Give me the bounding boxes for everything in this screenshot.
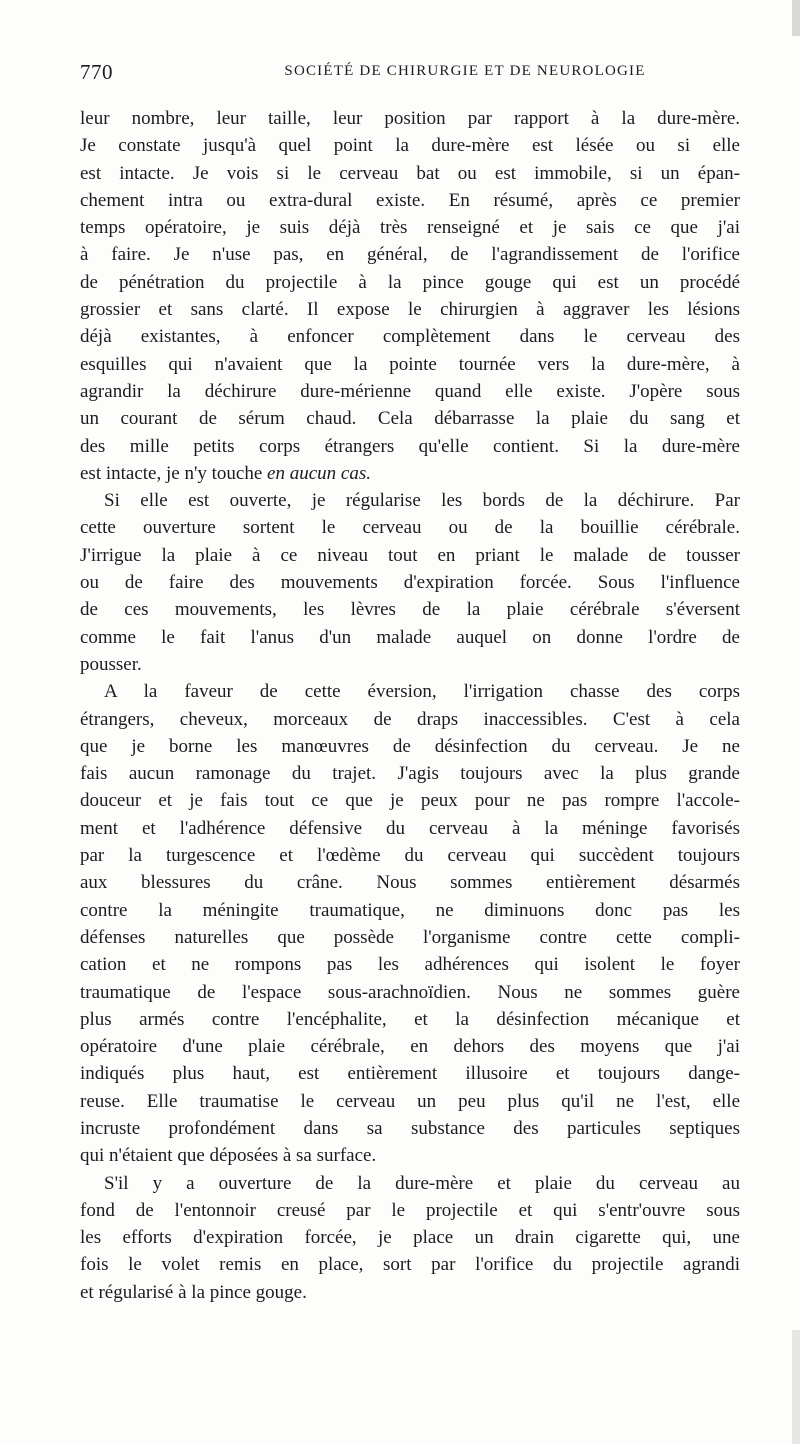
text-line: de pénétration du projectile à la pince gouge qui est un procédé <box>80 271 740 293</box>
text-line: par la turgescence et l'œdème du cerveau qui succèdent toujours <box>80 845 740 867</box>
text-line: défenses naturelles que possède l'organisme contre cette compli- <box>80 926 740 948</box>
text-line: fais aucun ramonage du trajet. J'agis toujours avec la plus grande <box>80 763 740 785</box>
text-line: grossier et sans clarté. Il expose le chirurgien à aggraver les lésions <box>80 299 740 321</box>
text-line: aux blessures du crâne. Nous sommes entièrement désarmés <box>80 872 740 894</box>
paragraph <box>80 678 740 1169</box>
text-line: indiqués plus haut, est entièrement illusoire et toujours dange- <box>80 1063 740 1085</box>
text-line: douceur et je fais tout ce que je peux pour ne pas rompre l'accole- <box>80 790 740 812</box>
running-title: SOCIÉTÉ DE CHIRURGIE ET DE NEUROLOGIE <box>284 63 646 79</box>
text-line: un courant de sérum chaud. Cela débarrasse la plaie du sang et <box>80 408 740 430</box>
text-line: est intacte. Je vois si le cerveau bat ou est immobile, si un épan- <box>80 162 740 184</box>
text-line: chement intra ou extra-dural existe. En résumé, après ce premier <box>80 189 740 211</box>
text-line: esquilles qui n'avaient que la pointe tournée vers la dure-mère, à <box>80 353 740 375</box>
text-line: Si elle est ouverte, je régularise les bords de la déchirure. Par <box>104 490 740 512</box>
text-span: est intacte, je n'y touche <box>80 462 268 484</box>
page-header <box>80 60 740 90</box>
text-line: incruste profondément dans sa substance des particules septiques <box>80 1117 740 1139</box>
text-line: à faire. Je n'use pas, en général, de l'agrandissement de l'orifice <box>80 244 740 266</box>
text-line: J'irrigue la plaie à ce niveau tout en priant le malade de tousser <box>80 544 740 566</box>
text-line: opératoire d'une plaie cérébrale, en dehors des moyens que j'ai <box>80 1036 740 1058</box>
paragraph <box>80 105 740 487</box>
text-line: et régularisé à la pince gouge. <box>80 1281 307 1303</box>
text-line <box>80 460 740 487</box>
text-line: S'il y a ouverture de la dure-mère et plaie du cerveau au <box>104 1172 740 1194</box>
text-line: ment et l'adhérence défensive du cerveau à la méninge favorisés <box>80 817 740 839</box>
text-line: contre la méningite traumatique, ne diminuons donc pas les <box>80 899 740 921</box>
text-line: qui n'étaient que déposées à sa surface. <box>80 1145 377 1167</box>
text-line: déjà existantes, à enfoncer complètement dans le cerveau des <box>80 326 740 348</box>
text-line: des mille petits corps étrangers qu'elle contient. Si la dure-mère <box>80 435 740 457</box>
text-line: plus armés contre l'encéphalite, et la désinfection mécanique et <box>80 1008 740 1030</box>
text-line: que je borne les manœuvres de désinfection du cerveau. Je ne <box>80 735 740 757</box>
text-line: de ces mouvements, les lèvres de la plaie cérébrale s'éversent <box>80 599 740 621</box>
text-line: Je constate jusqu'à quel point la dure-mère est lésée ou si elle <box>80 135 740 157</box>
paragraph <box>80 1170 740 1306</box>
text-line: fond de l'entonnoir creusé par le projectile et qui s'entr'ouvre sous <box>80 1199 740 1221</box>
text-line: fois le volet remis en place, sort par l'orifice du projectile agrandi <box>80 1254 740 1276</box>
text-line: pousser. <box>80 653 142 675</box>
page-number: 770 <box>80 60 113 84</box>
text-line: reuse. Elle traumatise le cerveau un peu plus qu'il ne l'est, elle <box>80 1090 740 1112</box>
italic-text: en aucun cas. <box>267 462 371 484</box>
text-line: cette ouverture sortent le cerveau ou de la bouillie cérébrale. <box>80 517 740 539</box>
text-line: leur nombre, leur taille, leur position par rapport à la dure-mère. <box>80 108 740 129</box>
text-line: A la faveur de cette éversion, l'irrigation chasse des corps <box>104 681 740 703</box>
body-text <box>80 105 740 1306</box>
text-line: temps opératoire, je suis déjà très renseigné et je sais ce que j'ai <box>80 217 740 239</box>
text-line: cation et ne rompons pas les adhérences qui isolent le foyer <box>80 954 740 976</box>
text-line: les efforts d'expiration forcée, je place un drain cigarette qui, une <box>80 1227 740 1249</box>
text-line: traumatique de l'espace sous-arachnoïdien. Nous ne sommes guère <box>80 981 740 1003</box>
text-line: étrangers, cheveux, morceaux de draps inaccessibles. C'est à cela <box>80 708 740 730</box>
page-edge-mark <box>792 0 800 36</box>
page-edge-mark <box>792 1330 800 1444</box>
text-line: agrandir la déchirure dure-mérienne quand elle existe. J'opère sous <box>80 380 740 402</box>
text-line: comme le fait l'anus d'un malade auquel on donne l'ordre de <box>80 626 740 648</box>
text-line: ou de faire des mouvements d'expiration forcée. Sous l'influence <box>80 572 740 594</box>
paragraph <box>80 487 740 678</box>
